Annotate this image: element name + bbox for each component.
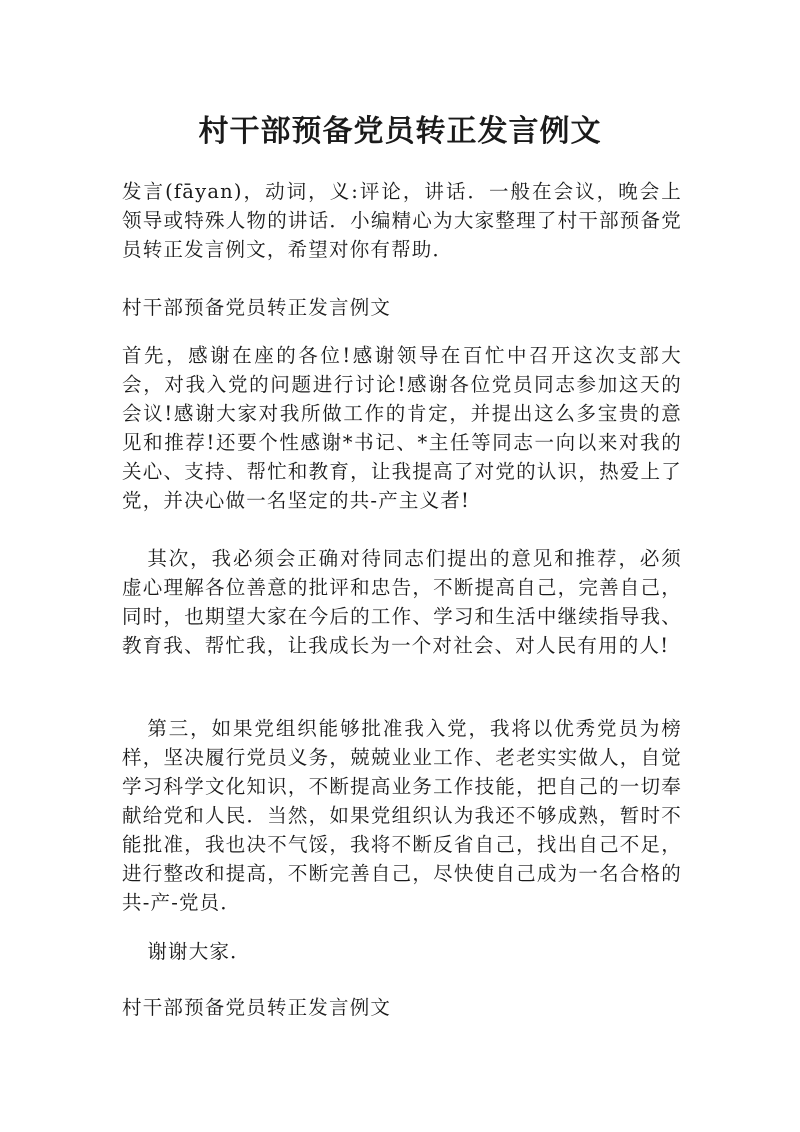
paragraph-second: 其次，我必须会正确对待同志们提出的意见和推荐，必须虚心理解各位善意的批评和忠告，不断提高自己，完善自己，同时，也期望大家在今后的工作、学习和生活中继续指导我、教育我、帮忙我，让我成长为一个对社会、对人民有用的人! bbox=[122, 547, 682, 657]
page-title: 村干部预备党员转正发言例文 bbox=[198, 114, 602, 149]
intro-paragraph: 发言(fāyan)，动词，义:评论，讲话．一般在会议，晚会上领导或特殊人物的讲话．小编精心为大家整理了村干部预备党员转正发言例文，希望对你有帮助． bbox=[122, 180, 682, 261]
paragraph-first: 首先，感谢在座的各位!感谢领导在百忙中召开这次支部大会，对我入党的问题进行讨论!感谢各位党员同志参加这天的会议!感谢大家对我所做工作的肯定，并提出这么多宝贵的意见和推荐!还要个性感谢*书记、*主任等同志一向以来对我的关心、支持、帮忙和教育，让我提高了对党的认识，热爱上了党，并决心做一名坚定的共-产主义者! bbox=[122, 344, 682, 512]
section-subtitle: 村干部预备党员转正发言例文 bbox=[122, 296, 392, 319]
paragraph-third: 第三，如果党组织能够批准我入党，我将以优秀党员为榜样，坚决履行党员义务，兢兢业业工作、老老实实做人，自觉学习科学文化知识，不断提高业务工作技能，把自己的一切奉献给党和人民．当然，如果党组织认为我还不够成熟，暂时不能批准，我也决不气馁，我将不断反省自己，找出自己不足，进行整改和提高，不断完善自己，尽快使自己成为一名合格的共-产-党员． bbox=[122, 717, 682, 914]
section-subtitle-repeat: 村干部预备党员转正发言例文 bbox=[122, 996, 392, 1019]
paragraph-thanks: 谢谢大家． bbox=[147, 940, 251, 963]
